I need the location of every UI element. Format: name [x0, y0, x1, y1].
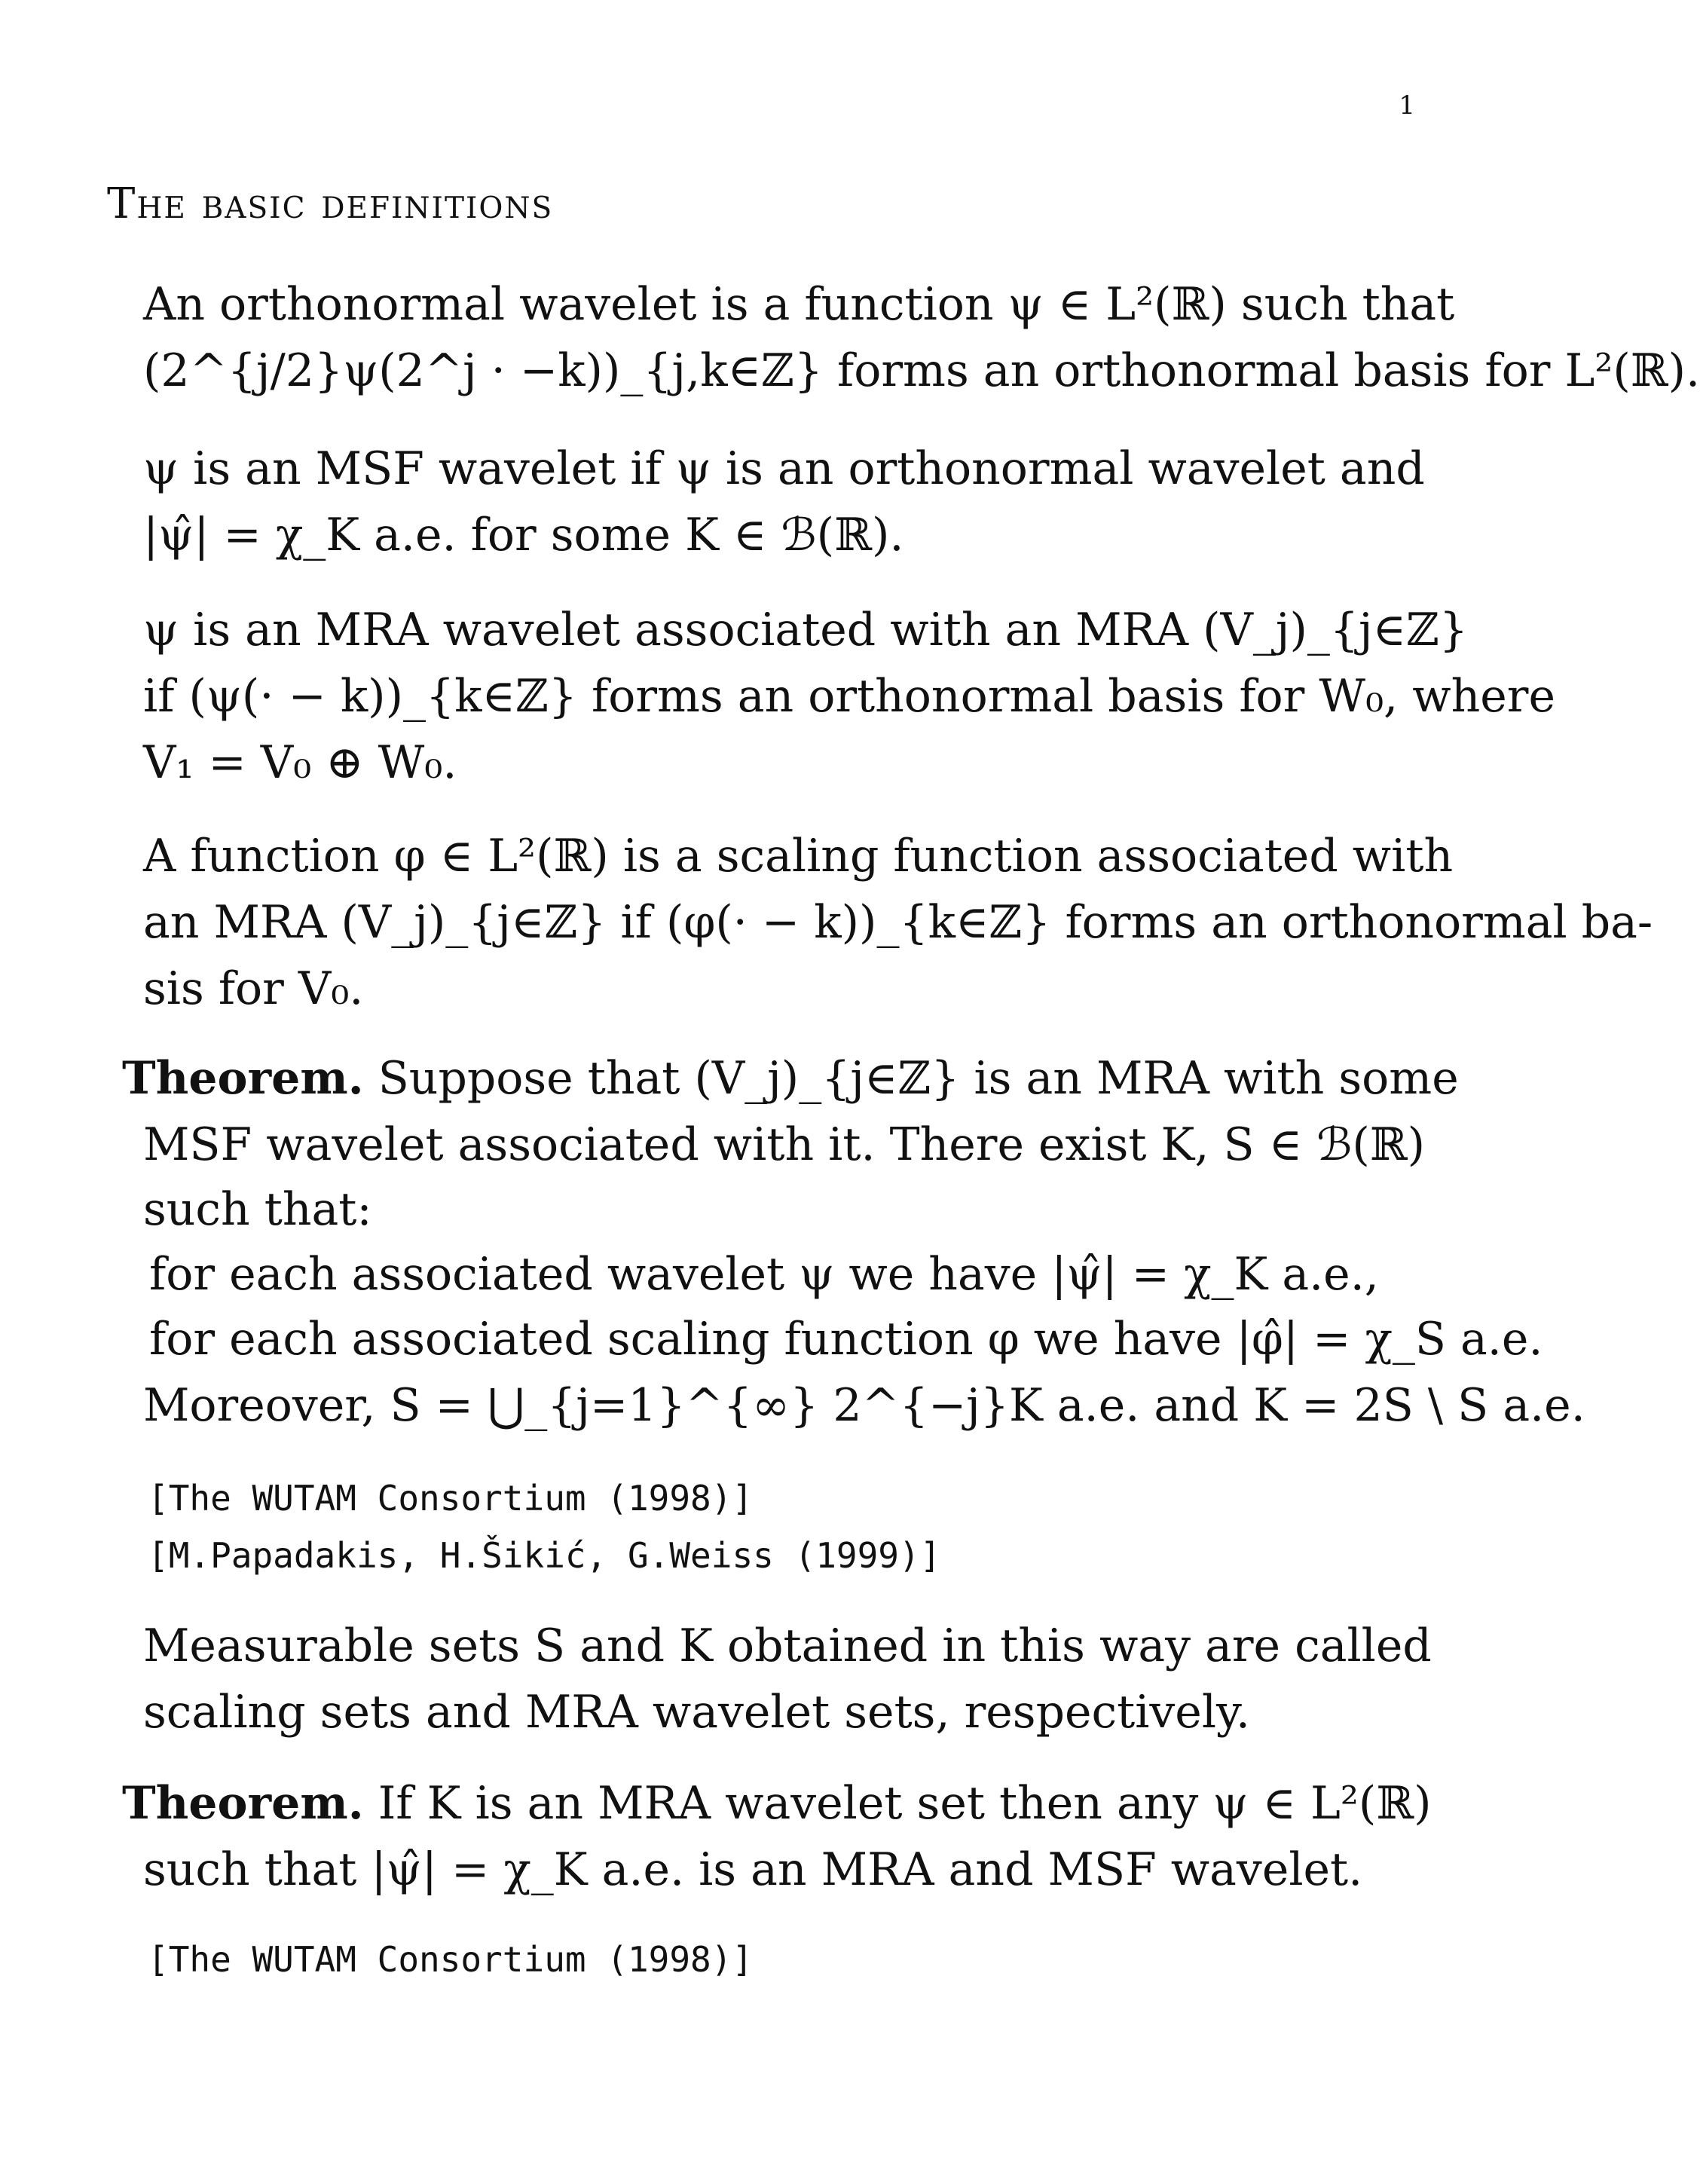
text-line: A function φ ∈ L²(ℝ) is a scaling function associated with: [143, 830, 1454, 882]
references-1: [148, 1470, 940, 1584]
page-number: 1: [1399, 90, 1415, 121]
text-line: ψ is an MRA wavelet associated with an MRA (V_j)_{j∈ℤ}: [143, 604, 1469, 656]
reference: [The WUTAM Consortium (1998)]: [148, 1478, 754, 1519]
section-title: The basic definitions: [107, 179, 554, 228]
text-line: ψ is an MSF wavelet if ψ is an orthonormal wavelet and: [143, 442, 1425, 495]
reference: [M.Papadakis, H.Šikić, G.Weiss (1999)]: [148, 1535, 941, 1576]
definition-msf-wavelet: [143, 436, 1424, 568]
text-line: |ψ̂| = χ_K a.e. for some K ∈ ℬ(ℝ).: [143, 509, 904, 561]
theorem-1-line: for each associated wavelet ψ we have |ψ̂| = χ_K a.e.,: [149, 1248, 1379, 1301]
text-line: Measurable sets S and K obtained in this way are called: [143, 1620, 1432, 1672]
definition-scaling-function: [143, 823, 1653, 1022]
text-line: scaling sets and MRA wavelet sets, respectively.: [143, 1686, 1251, 1739]
theorem-2-line: such that |ψ̂| = χ_K a.e. is an MRA and MSF wavelet.: [143, 1843, 1363, 1896]
theorem-1-line: for each associated scaling function φ we have |φ̂| = χ_S a.e.: [149, 1313, 1543, 1366]
note-paragraph: [143, 1613, 1432, 1745]
theorem-1-text: Suppose that (V_j)_{j∈ℤ} is an MRA with some: [378, 1052, 1459, 1105]
text-line: An orthonormal wavelet is a function ψ ∈ L²(ℝ) such that: [143, 278, 1455, 331]
text-line: V₁ = V₀ ⊕ W₀.: [143, 736, 457, 789]
theorem-2-heading: Theorem.: [122, 1777, 364, 1830]
text-line: (2^{j/2}ψ(2^j · −k))_{j,k∈ℤ} forms an orthonormal basis for L²(ℝ).: [143, 344, 1700, 397]
reference: [The WUTAM Consortium (1998)]: [148, 1939, 754, 1980]
theorem-1-line: [122, 1052, 1459, 1105]
theorem-1-heading: Theorem.: [122, 1052, 364, 1105]
references-2: [148, 1931, 753, 1988]
theorem-2-line: [122, 1777, 1432, 1830]
theorem-1-line: such that:: [143, 1183, 372, 1236]
theorem-1-line: Moreover, S = ⋃_{j=1}^{∞} 2^{−j}K a.e. and K = 2S \ S a.e.: [143, 1379, 1585, 1432]
text-line: sis for V₀.: [143, 962, 364, 1015]
text-line: if (ψ(· − k))_{k∈ℤ} forms an orthonormal basis for W₀, where: [143, 670, 1555, 723]
text-line: an MRA (V_j)_{j∈ℤ} if (φ(· − k))_{k∈ℤ} forms an orthonormal ba-: [143, 896, 1653, 949]
definition-mra-wavelet: [143, 597, 1555, 796]
definition-orthonormal-wavelet: [143, 271, 1700, 404]
theorem-2-text: If K is an MRA wavelet set then any ψ ∈ L²(ℝ): [378, 1777, 1432, 1830]
theorem-1-line: MSF wavelet associated with it. There exist K, S ∈ ℬ(ℝ): [143, 1118, 1426, 1171]
